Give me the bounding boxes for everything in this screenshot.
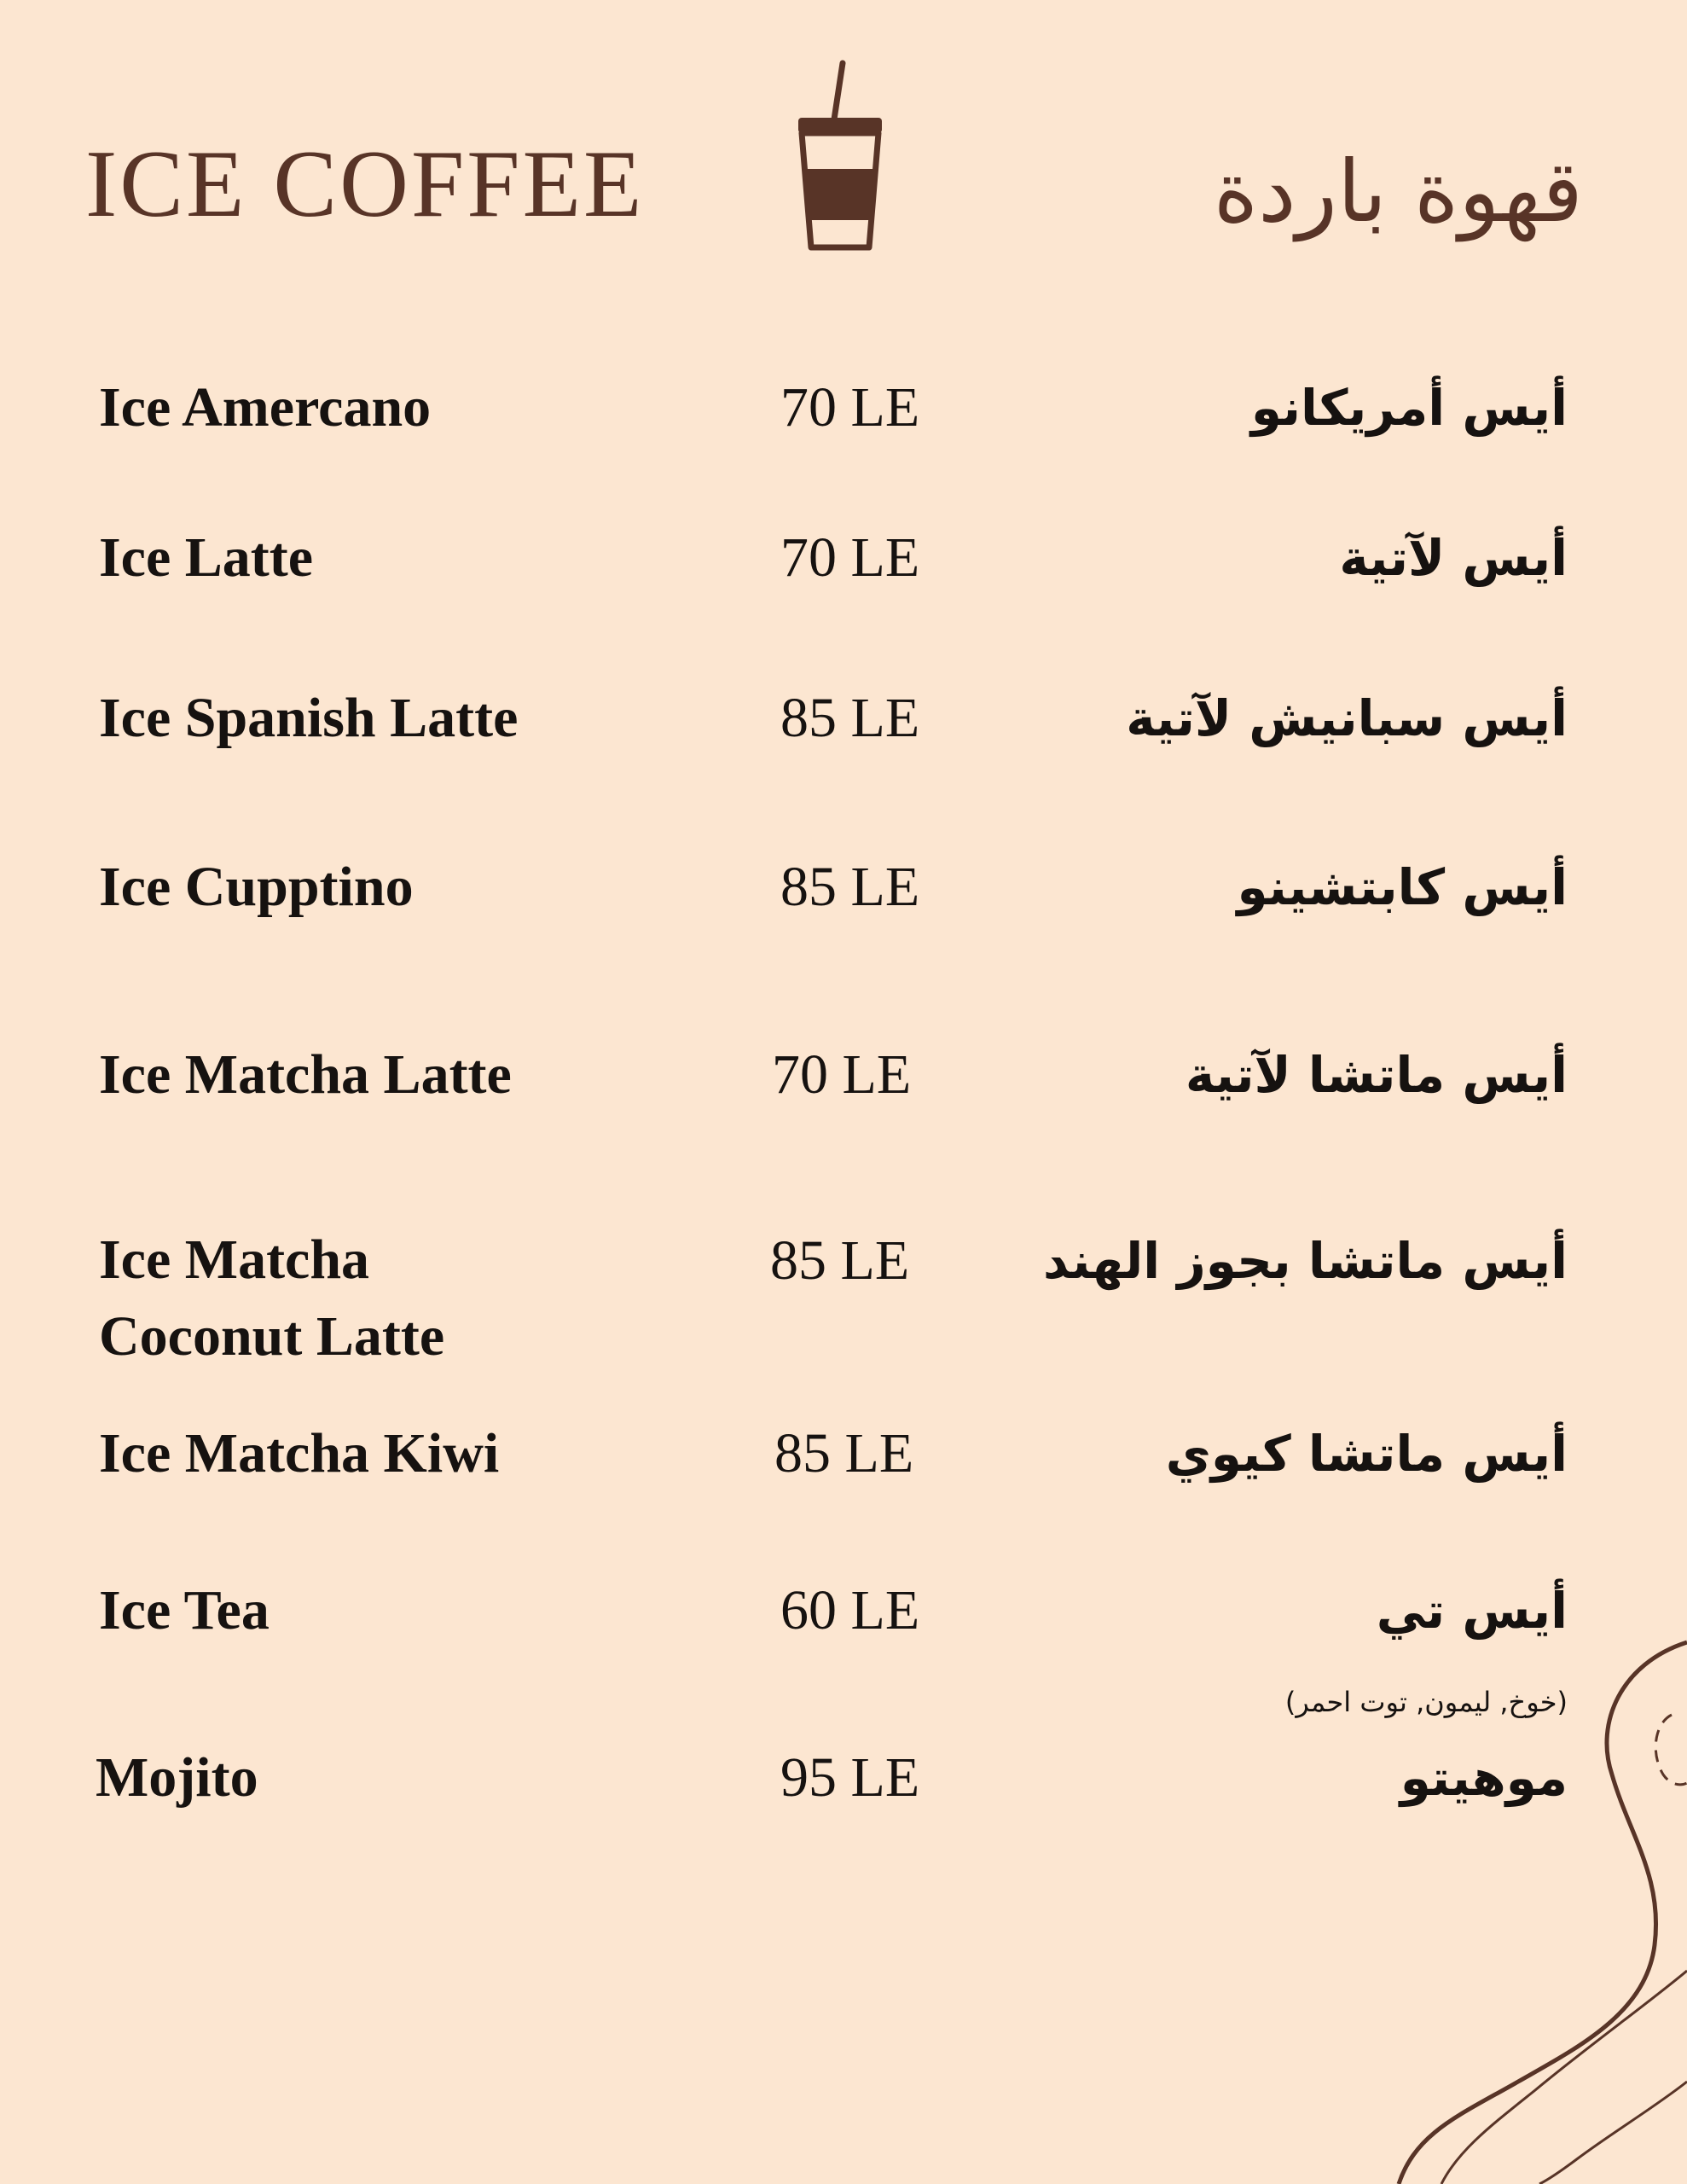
item-name-ar: أيس كابتشينو — [1237, 858, 1568, 916]
item-name-en: Ice Tea — [99, 1579, 270, 1641]
iced-coffee-cup-icon — [793, 58, 887, 254]
menu-title-en: ICE COFFEE — [85, 131, 645, 237]
item-price: 85 LE — [780, 856, 920, 918]
item-name-ar: أيس ماتشا بجوز الهند — [1043, 1232, 1568, 1290]
item-name-ar: موهيتو — [1400, 1749, 1568, 1807]
item-name-ar: أيس تي — [1376, 1582, 1568, 1640]
item-name-ar: أيس ماتشا كيوي — [1165, 1425, 1568, 1483]
item-price: 85 LE — [770, 1229, 910, 1292]
item-name-ar: أيس سبانيش لآتية — [1126, 689, 1568, 747]
item-name-ar: أيس أمريكانو — [1250, 379, 1568, 437]
item-name-en: Ice Amercano — [99, 376, 432, 439]
item-note-ar: (خوخ, ليمون, توت احمر) — [1284, 1686, 1568, 1718]
decorative-swirl — [1365, 1604, 1687, 2184]
item-price: 60 LE — [780, 1579, 920, 1641]
item-price: 85 LE — [774, 1422, 914, 1484]
item-name-en: Mojito — [96, 1746, 258, 1809]
item-price: 70 LE — [772, 1043, 912, 1106]
menu-title-ar: قهوة باردة — [1213, 142, 1583, 241]
item-name-ar: أيس ماتشا لآتية — [1185, 1046, 1568, 1104]
item-name-ar: أيس لآتية — [1339, 529, 1568, 587]
item-name-en: Ice Matcha Latte — [99, 1043, 512, 1106]
item-name-en: Ice Matcha Kiwi — [99, 1422, 500, 1484]
item-name-en: Ice Latte — [99, 526, 314, 589]
item-price: 70 LE — [780, 376, 920, 439]
item-name-en: Ice Spanish Latte — [99, 687, 519, 749]
item-price: 95 LE — [780, 1746, 920, 1809]
item-name-en: Ice Cupptino — [99, 856, 414, 918]
item-price: 70 LE — [780, 526, 920, 589]
item-name-en: Ice Matcha Coconut Latte — [99, 1228, 445, 1368]
item-price: 85 LE — [780, 687, 920, 749]
